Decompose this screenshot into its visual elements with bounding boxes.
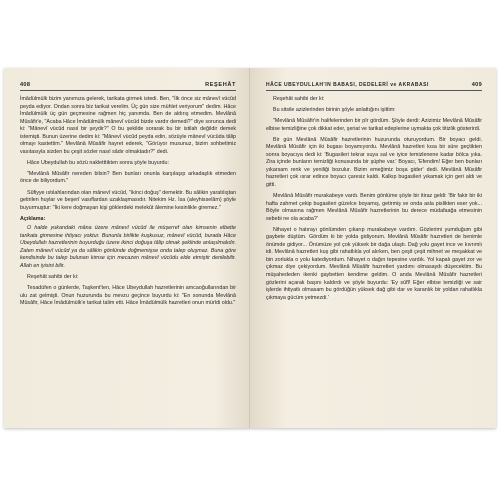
right-page-number: 409 (471, 82, 482, 88)
paragraph: Reşehât sahibi der ki: (273, 96, 325, 102)
paragraph: Bu sitsile azizlerinden birinin şöyle anlattığını işittim: (273, 107, 396, 114)
paragraph: Sûfiyye ıstılahlarından olan mânevî vücûd, "ikinci doğuş" demektir. Bu sâlikin yaratılıştan getirilen huylar ve beşerî vasıflardan uzaklaşmasıdır. Nitekim Hz. İsa (aleyhisselâm) şöyle buyurmuştur: "İki kere doğmayan kişi göklerdeki melekût âlemine kesinlikle giremez." (20, 189, 236, 211)
right-running-title: HÂCE UBEYDULLAH'IN BABASI, DEDELERİ ve AKRABASI (266, 82, 429, 88)
open-book (4, 68, 496, 428)
paragraph: Bir gün Mevlânâ Mûsâfir hazretlerinin huzurunda oturuyordum. Bir boyacı geldi. Mevlânâ Mûsâfir için iki bugası boyamıyordu. Mevlânâ hazretleri kısa bir süre geçtikten sonra boyacıya dedi ki: 'Bugasileri tekrar suya sal ve iyice temizlenene kadar bölca yıka. Zira içinde bunların temizliği konusunda bir şüphe var.' Boyacı, 'Efendim! Eğer ben bunları yıkarsam renk ve yeniliği bozulur. Bizim emeğimiz boşa gider' dedi. Mevlânâ Mûsâfir hazretleri çok ısrar edince boyacı çaresiz kaldı. Kalkıp bugasileri yıkamak için geri aldı ve gitti. (266, 136, 482, 188)
right-page (250, 68, 496, 428)
paragraph: O halde yukarıdaki mâna üzere mânevî vücûd ile müşerref olan kimsenin elbette tarikata girmesine ihtiyacı yoktur. Bununla birlikte kuşkusuz, mânevî vücûd, burada Hâce Ubeydullah hazretlerinin buyurduğu üzere ikinci doğuşa tâlip olmak şeklinde anlaşılmalıdır. Zaten mânevî vücûd ya da sâlikin gönlünde doğmemişse onda talep oluşmaz. Buna göre kendisinde bu talep bulunan kimse için mecazen mânevî vücûdu elde etmiştir denilebilir. Allah en iyisini bilir. (20, 225, 236, 269)
paragraph: "Mevlânâ Mûsâfir nereden bilsin? Ben bunları onunla karşılaşıp arkadaşlık etmeden önce de biliyordum." (20, 170, 236, 185)
paragraph: Mevlânâ Mûsâfir murakabeye vardı. Benim gönlüme şöyle bir itiraz geldi: 'Bir fakir bir iki hafta zahmet çekip bugasileri güzelce boyamış, getirmiş ve onda asla pislikten eser yok... Böyle olmasına rağmen Mevlânâ Mûsâfir hazretlerinin bu derece müdafaağa etmesinin sebebi ne ola acaba?' (266, 193, 482, 222)
paragraph: İmâdülmülk bizim yanımıza gelerek, tarikata girmek istedi. Ben, "İlk önce siz mânevî vücûd peyda ediyor. Ondan sonra biz tarikat verelim. Üç gün size mühlet veriyorum" dedim. Hâce İmâdülmülk üç gün geçmesine rağmen hiç yanımda. Ben de aldırış etmedim. Mevlânâ Mûsâfir'e, "Acaba Hâce İmâdülmülk mânevî vücûd bizde vardır demedi?" diye sorunca dedi ki: "Mânevî vücûd nasıl bir şeydir?" O bu şekilde sorarak bu bir istilah değildir demek istemişti. Bunun üzerine dedim ki: "Mânevî vücûd peyda edin, sözüyle mânevî vücûda tâlip olmayı kastettim." Mevlânâ Mûsâfir hayret ederek, "Görüyor musunuz, bizim sohbetimiz vasıtasıyla sizden bu çeşit sözler nasıl sâdır olmaktadır?" dedi. (20, 96, 236, 155)
left-running-title: REŞEHÂT (205, 82, 236, 88)
paragraph: Reşehât sahibi der ki: (27, 273, 79, 280)
paragraph: "Mevlânâ Mûsâfir'in halifelerinden bir pîr gördüm. Şöyle derdi: Azizimiz Mevlânâ Mûsâfir elbise temizliğine çok dikkat eder, şeriat ve tarikat edeplerine uymakta çok titizlik gösterirdi. (266, 118, 482, 132)
section-heading: Açıklama: (20, 215, 46, 222)
paragraph: Hâce Ubeydullah bu sözü nakletttikten sonra şöyle buyurdu: (27, 159, 169, 166)
left-page-header (20, 82, 236, 91)
left-page-body (20, 96, 236, 308)
right-page-body (266, 96, 482, 302)
left-page-number: 408 (20, 82, 31, 88)
paragraph: Tesadüfen o günlerde, Taşkent'ten, Hâce Ubeydullah hazretlerinin amcaoğullarından bir ulu zat gelmişti. Onun huzurunda bu mevzu geçince buyurdu ki: "En sonunda Mevlânâ Mûsâfir, Hâce İmâdülmülk'e tarikat talim etti. Hâce İmâdülmülk hazretleri onun mürîdi oldu." (20, 285, 236, 307)
right-page-header (266, 82, 482, 91)
paragraph: Nihayet o hatırayı gönlümden çıkarıp murakabeye vardım. Gözlerimi yumduğum gibi gaybete düştüm. Gördüm ki bir yolda gidiyorum. Mevlânâ Mûsâfir hazretleri de benimle önümde gidiyor... Önümüze yol çok yüksek bir dağa ulaştı. Dağ yolu gayet ince ve kıvrımlı idi. Mevlânâ hazretleri kuş gibi rahatlıkla yol alırken, ben çeşit çeşit mihnet ve meşakkat ve bin zorlukla o yolu katediyordum. Nihayet o dağın tepesine vardık. Yol kapalı gayet zor ve çıkmaz diye çekiyordum. Mevlânâ Mûsâfir hazretleri yardımı olmasaydı düşecektim. Bu müşahededen ikenki gaybetten kendime geldim. O anda Mevlânâ Mûsâfir hazretleri gözlerini açarak başını kaldırdı ve şöyle buyurdu: 'Ey sûfî! Eğer elbise temizliği ve sair işlerde ihtiyatlı olmasam bu gördüğün yüksek dağ gibi dar ve karanlık bir yoldan rahatlıkla çıkmaya gücüm yetmezdi.' (266, 226, 482, 301)
left-page (4, 68, 250, 428)
